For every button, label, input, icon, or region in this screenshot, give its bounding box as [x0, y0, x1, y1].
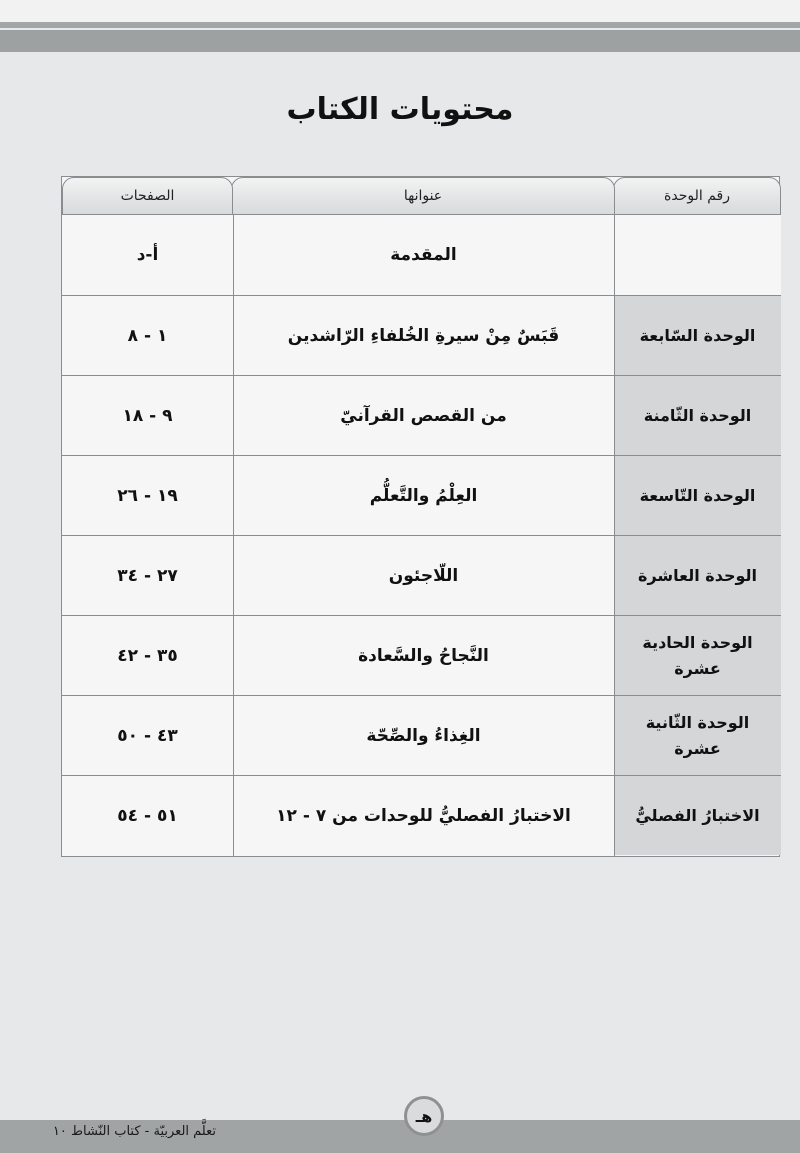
top-rule [0, 22, 800, 28]
table-row [62, 215, 781, 295]
title-cell: اللّاجئون [388, 565, 459, 586]
pages-cell: ٢٧ - ٣٤ [117, 565, 178, 586]
pages-cell: ٥١ - ٥٤ [117, 805, 178, 826]
title-cell: الاختبارُ الفصليُّ للوحدات من ٧ - ١٢ [276, 805, 571, 826]
unit-cell: الوحدة العاشرة [614, 536, 781, 615]
unit-cell: الوحدة الثّامنة [614, 376, 781, 455]
table-row [62, 295, 781, 375]
contents-table [61, 176, 780, 857]
table-row [62, 775, 781, 855]
title-cell: المقدمة [390, 245, 457, 265]
pages-cell: ٩ - ١٨ [122, 405, 173, 426]
column-divider [614, 215, 615, 857]
table-row [62, 535, 781, 615]
title-cell: قَبَسٌ مِنْ سيرةِ الخُلفاءِ الرّاشدين [287, 325, 560, 346]
title-cell: من القصص القرآنيّ [340, 405, 507, 426]
pages-cell: ١ - ٨ [127, 325, 168, 346]
unit-cell: الوحدة الحادية عشرة [614, 616, 781, 695]
unit-cell: الوحدة التّاسعة [614, 456, 781, 535]
table-body [62, 215, 781, 857]
header-title: عنوانها [231, 177, 615, 215]
header-unit-number: رقم الوحدة [613, 177, 781, 215]
unit-cell: الاختبارُ الفصليُّ [614, 776, 781, 855]
pages-cell: ١٩ - ٢٦ [117, 485, 178, 506]
top-band [0, 0, 800, 22]
table-row [62, 695, 781, 775]
column-divider [233, 215, 234, 857]
title-cell: الغِذاءُ والصِّحّة [366, 725, 481, 746]
pages-cell: أ-د [136, 245, 159, 265]
table-row [62, 375, 781, 455]
table-row [62, 615, 781, 695]
unit-cell [614, 215, 781, 295]
title-cell: النَّجاحُ والسَّعادة [358, 645, 489, 666]
footer-book-title: تعلَّم العربيّة - كتاب النّشاط ١٠ [52, 1124, 216, 1139]
pages-cell: ٣٥ - ٤٢ [117, 645, 178, 666]
header-bar [0, 30, 800, 52]
table-row [62, 455, 781, 535]
page-title: محتويات الكتاب [286, 92, 514, 127]
unit-cell: الوحدة الثّانية عشرة [614, 696, 781, 775]
page-number-badge: هـ [404, 1096, 444, 1136]
title-cell: العِلْمُ والتَّعلُّم [369, 485, 478, 506]
header-pages: الصفحات [62, 177, 233, 215]
pages-cell: ٤٣ - ٥٠ [117, 725, 178, 746]
unit-cell: الوحدة السّابعة [614, 296, 781, 375]
